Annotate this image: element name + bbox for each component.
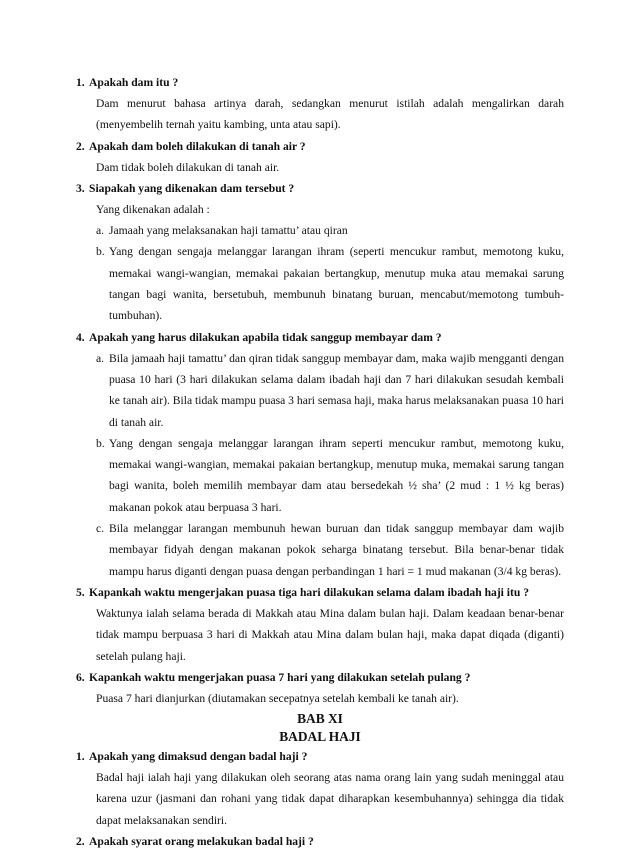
sub-text: Jamaah yang melaksanakan haji tamattu’ atau qiran [109,224,348,238]
badal-question-2 [76,831,564,852]
answer-1: Dam menurut bahasa artinya darah, sedangkan menurut istilah adalah mengalirkan darah (menyembelih ternah yaitu kambing, unta atau sapi). [96,97,564,132]
answer-3-a [96,220,564,241]
page-content [76,72,564,852]
answer-2: Dam tidak boleh dilakukan di tanah air. [96,160,280,174]
answer-5: Waktunya ialah selama berada di Makkah atau Mina dalam bulan haji. Dalam keadaan benar-benar tidak mampu berpuasa 3 hari di Makkah atau Mina dalam bulan haji, maka dapat diqada (diganti) setelah pulang haji. [96,606,564,663]
question-text: Siapakah yang dikenakan dam tersebut ? [89,181,295,195]
sub-text: Yang dengan sengaja melanggar larangan ihram (seperti mencukur rambut, memotong kuku, memakai wangi-wangian, memakai pakaian bertangkup, menutup muka atau memakai sarung tangan bagi wanita, bersetubuh, membunuh binatang buruan, mencabut/memotong tumbuh-tumbuhan). [109,245,564,323]
question-text: Apakah yang harus dilakukan apabila tidak sanggup membayar dam ? [89,330,442,344]
sub-label: b. [96,245,105,259]
sub-label: a. [96,351,105,365]
question-text: Apakah dam boleh dilakukan di tanah air ? [89,139,306,153]
question-text: Apakah dam itu ? [89,76,179,89]
badal-question-1 [76,746,564,767]
question-3 [76,178,564,199]
question-number: 1. [76,76,85,89]
sub-label: a. [96,224,105,238]
question-1 [76,72,564,93]
question-text: Apakah yang dimaksud dengan badal haji ? [89,750,308,764]
chapter-title: BADAL HAJI [279,729,361,745]
question-number: 3. [76,181,85,195]
question-text: Kapankah waktu mengerjakan puasa tiga hari dilakukan selama dalam ibadah haji itu ? [89,585,530,599]
sub-label: b. [96,436,105,450]
question-text: Kapankah waktu mengerjakan puasa 7 hari yang dilakukan setelah pulang ? [89,670,471,684]
badal-answer-1: Badal haji ialah haji yang dilakukan oleh seorang atas nama orang lain yang sudah meninggal atau karena uzur (jasmani dan rohani yang tidak dapat diharapkan kesembuhannya) sehingga dia tidak dapat melaksanakan sendiri. [96,771,564,827]
question-2 [76,136,564,157]
question-number: 5. [76,585,85,599]
answer-3-b [96,241,564,326]
question-number: 2. [76,835,85,849]
answer-4-b [96,433,564,518]
sub-text: Bila jamaah haji tamattu’ dan qiran tidak sanggup membayar dam, maka wajib mengganti dengan puasa 10 hari (3 hari dilakukan selama dalam ibadah haji dan 7 hari dilakukan sesudah kembali ke tanah air). Bila tidak mampu puasa 3 hari semasa haji, maka harus melaksanakan puasa 10 hari di tanah air. [109,351,564,429]
question-4 [76,327,564,348]
sub-text: Bila melanggar larangan membunuh hewan buruan dan tidak sanggup membayar dam wajib membayar fidyah dengan makanan pokok seharga binatang tersebut. Bila benar-benar tidak mampu harus diganti dengan puasa dengan perbandingan 1 hari = 1 mud makanan (3/4 kg beras). [109,522,564,578]
question-number: 2. [76,139,85,153]
sub-label: c. [96,522,105,536]
sub-text: Yang dengan sengaja melanggar larangan ihram seperti mencukur rambut, memotong kuku, memakai wangi-wangian, memakai pakaian bertangkup, menutup muka, memakai sarung tangan bagi wanita, boleh memilih membayar dam atau bersedekah ½ sha’ (2 mud : 1 ½ kg beras) makanan pokok atau berpuasa 3 hari. [109,436,564,514]
answer-4-a [96,348,564,433]
question-number: 1. [76,750,85,764]
question-5 [76,582,564,603]
answer-3-intro: Yang dikenakan adalah : [96,202,210,216]
question-number: 6. [76,670,85,684]
answer-6: Puasa 7 hari dianjurkan (diutamakan secepatnya setelah kembali ke tanah air). [96,691,459,705]
answer-4-c [96,518,564,582]
question-text: Apakah syarat orang melakukan badal haji ? [89,835,314,849]
question-6 [76,667,564,688]
chapter-heading: BAB XI [297,711,343,727]
question-number: 4. [76,330,85,344]
